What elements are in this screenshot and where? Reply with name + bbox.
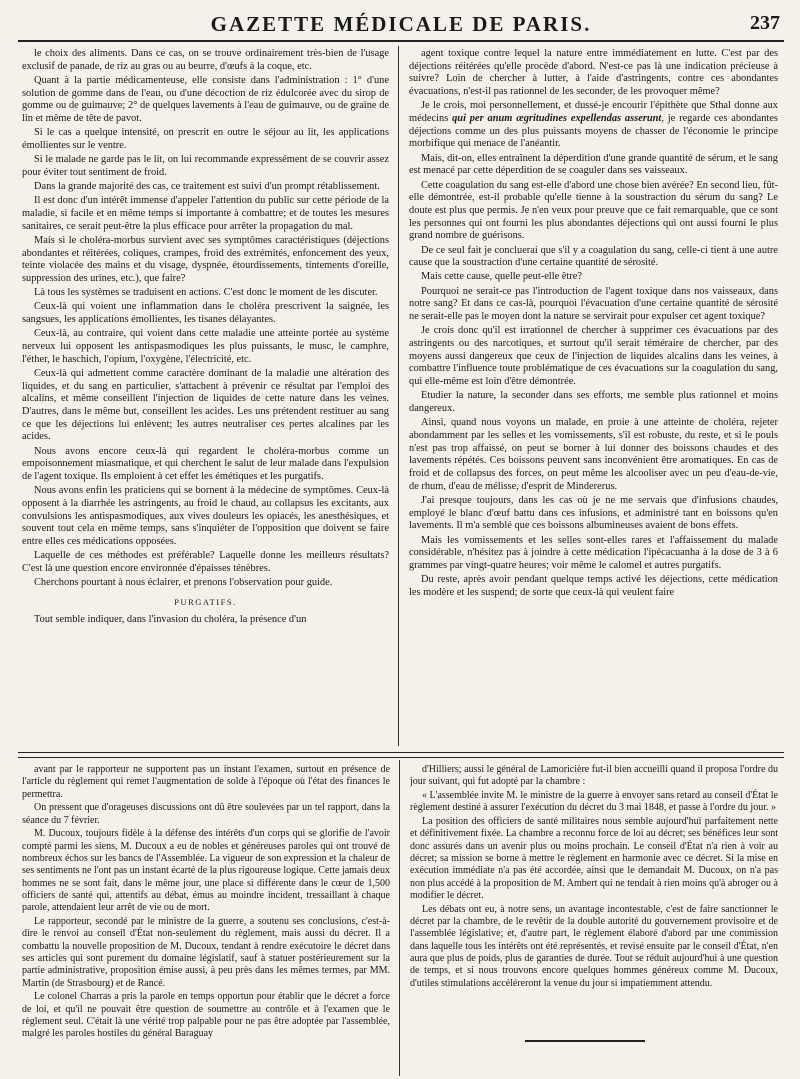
paragraph: Mais cette cause, quelle peut-elle être?: [421, 271, 582, 283]
column-top-left: [22, 48, 389, 744]
quote-paragraph: « L'assemblée invite M. le ministre de la guerre à envoyer sans retard au conseil d'État le règlement destiné à assurer l'exécution du décret du 3 mai 1848, et passe à l'ordre du jour. »: [410, 790, 778, 814]
paragraph: M. Ducoux, toujours fidèle à la défense des intérêts d'un corps qui se glorifie de l'avoir compté parmi les siens, M. Ducoux a eu de nobles et généreuses paroles qui ont trouvé de nombreux échos sur les bancs de l'Assemblée. La vigueur de son expression et la chaleur de ses sentiments ne l'ont pas un instant écarté de la plus rigoureuse logique. Cette jamais deux hommes ne se sont fait, dans le même jour, une place si différente dans le cœur de 1,500 officiers de santé qui, attentifs au débat, émus au moindre incident, tressaillant à chaque parole, attendaient leur arrêt de vie ou de mort.: [22, 828, 390, 914]
paragraph: Tout semble indiquer, dans l'invasion du choléra, la présence d'un: [34, 613, 307, 625]
paragraph: Mais, dit-on, elles entraînent la déperdition d'une grande quantité de sérum, et le sang est menacé par cette déperdition de se coaguler dans ses vaisseaux.: [409, 152, 778, 177]
paragraph: Si le malade ne garde pas le lit, on lui recommande expressément de se couvrir assez pour éviter tout sentiment de froid.: [22, 154, 389, 178]
paragraph: Le colonel Charras a pris la parole en temps opportun pour établir que le décret a force de loi, et qu'il ne pouvait être question de soumettre au contrôle et à l'examen que le règlement seul. C'était là une vérité trop palpable pour ne pas être adoptée par l'assemblée, malgré les paroles hostiles du général Baraguay: [22, 991, 390, 1040]
journal-title: GAZETTE MÉDICALE DE PARIS.: [210, 12, 592, 36]
column-divider: [398, 46, 399, 746]
paragraph: Le rapporteur, secondé par le ministre de la guerre, a soutenu ses conclusions, c'est-à-dire le renvoi au conseil d'État non-seulement du règlement, mais aussi du décret. Il a combattu la nouvelle proposition de M. Ducoux, tendant à rendre exécutoire le décret dans ses articles qui sont purement du domaine législatif, sauf à statuer postérieurement sur la partie administrative, proposition émise aussi, à peu près dans les mêmes termes, par MM. Martin (de Strasbourg) et de Rancé.: [22, 916, 390, 989]
paragraph: Pourquoi ne serait-ce pas l'introduction de l'agent toxique dans nos vaisseaux, dans notre sang? Et dans ce cas-là, pourquoi l'évacuation d'une certaine quantité de sérosité ne serait-elle pas le moyen dont la nature se servirait pour expulser cet agent toxique?: [409, 285, 778, 323]
paragraph: [409, 100, 778, 151]
latin-quote: qui per anum ægritudines expellendas asserunt: [452, 113, 662, 125]
paragraph: Cherchons pourtant à nous éclairer, et prenons l'observation pour guide.: [34, 577, 333, 589]
paragraph: Cette coagulation du sang est-elle d'abord une chose bien avérée? En second lieu, fût-elle démontrée, est-il probable qu'elle tienne à la soustraction du sérum du sang? Le doute est plus que permis. Je n'en veux pour preuve que ce fait remarquable, que ce sont les personnes qui ont fourni les plus abondantes déjections qui ont aussi fourni le plus grand nombre de guérisons.: [409, 179, 778, 242]
paragraph: Si le cas a quelque intensité, on prescrit en outre le séjour au lit, les applications émollientes sur le ventre.: [22, 127, 389, 151]
paragraph: Du reste, après avoir pendant quelque temps activé les déjections, cette médication les modère et les suspend; de sorte que ceux-là qui veulent faire: [409, 574, 778, 598]
paragraph: agent toxique contre lequel la nature entre immédiatement en lutte. C'est par des déjections réitérées qu'elle procède d'abord. N'est-ce pas là une indication précieuse à suivre? Loin de chercher à lutter, à l'aide d'astringents, contre ces abondantes évacuations, n'est-il pas rationnel de les seconder, de les provoquer même?: [409, 48, 778, 98]
paragraph: d'Hilliers; aussi le général de Lamoricière fut-il bien accueilli quand il proposa l'ordre du jour suivant, qui fut adopté par la chambre :: [410, 764, 778, 788]
column-bottom-right: [410, 764, 778, 1029]
text-run: Je le crois, moi personnellement, et dussé-je encourir l'épithète que Sthal donne aux médecins: [409, 100, 778, 125]
paragraph: Quant à la partie médicamenteuse, elle consiste dans l'administration : 1° d'une solution de gomme dans de l'eau, ou d'une décoction de riz édulcorée avec du sirop de gomme ou de guimauve; 2° de quelques lavements à l'eau de guimauve, ou de graine de lin et même de tête de pavot.: [22, 74, 389, 125]
paragraph: Mais si le choléra-morbus survient avec ses symptômes caractéristiques (déjections abondantes et réitérées, coliques, crampes, froid des extrémités, enfoncement des yeux, teinte violacée des mains et du visage, dyspnée, étourdissements, tintements d'oreille, suppression des urines, etc.), que faire?: [22, 234, 389, 284]
paragraph: Là tous les systèmes se traduisent en actions. C'est donc le moment de les discuter.: [34, 287, 378, 299]
paragraph: Nous avons encore ceux-là qui regardent le choléra-morbus comme un empoisonnement miasmatique, et qui cherchent le salut de leur malade dans l'expulsion de l'agent toxique. Ils emploient à cet effet les émétiques et les purgatifs.: [22, 445, 389, 482]
end-rule: [525, 1040, 645, 1042]
column-top-right: [409, 48, 778, 744]
paragraph: Nous avons enfin les praticiens qui se bornent à la médecine de symptômes. Ceux-là opposent à la diarrhée les astringents, au froid le chaud, au collapsus les excitants, aux convulsions les antispasmodiques, aux vives douleurs les opiacés, les anesthésiques, et souvent tout cela en même temps, sans s'inquiéter de l'opposition que doivent se faire entre elles ces médications opposées.: [22, 485, 389, 548]
paragraph: Ceux-là qui voient une inflammation dans le choléra prescrivent la saignée, les sangsues, les applications émollientes, les tisanes délayantes.: [22, 301, 389, 326]
column-bottom-left: [22, 764, 390, 1074]
paragraph: Je crois donc qu'il est irrationnel de chercher à supprimer ces évacuations par des astringents ou des narcotiques, et surtout qu'il serait téméraire de chercher, par des moyens aussi dangereux que ceux de l'injection de liquides alcalins dans les veines, à combattre l'influence toute problématique de ces évacuations sur la coagulation du sang, qui elle-même est loin d'être démontrée.: [409, 325, 778, 388]
paragraph: le choix des aliments. Dans ce cas, on se trouve ordinairement très-bien de l'usage exclusif de panade, de riz au gras ou au beurre, d'œufs à la coque, etc.: [22, 48, 389, 72]
paragraph: Ainsi, quand nous voyons un malade, en proie à une atteinte de choléra, rejeter abondamment par les selles et les vomissements, s'il est robuste, du reste, et si le pouls n'est pas trop affaissé, on peut se borner à lui donner des boissons chaudes et des lavements répétés. Ces boissons peuvent sans inconvénient être aromatiques. En cas de froid et de collapsus des forces, on peut même les alcooliser avec un peu d'eau-de-vie, de rhum, d'eau de mélisse, d'esprit de Mindererus.: [409, 417, 778, 492]
paragraph: De ce seul fait je concluerai que s'il y a coagulation du sang, celle-ci tient à une autre cause que la soustraction d'une certaine quantité de sérosité.: [409, 244, 778, 269]
text-run: , je regarde ces abondantes déjections comme un des plus puissants moyens de chasser de l'économie le principe morbifique qui menace de l'anéantir.: [409, 113, 778, 150]
paragraph: Il est donc d'un intérêt immense d'appeler l'attention du public sur cette période de la maladie, si facile et en même temps si importante à combattre; et de toutes les mesures sanitaires, ce serait peut-être la plus efficace pour arrêter la propagation du mal.: [22, 195, 389, 232]
paragraph: Dans la grande majorité des cas, ce traitement est suivi d'un prompt rétablissement.: [34, 181, 380, 193]
paragraph: La position des officiers de santé militaires nous semble aujourd'hui parfaitement nette et définitivement fixée. La chambre a reconnu force de loi au décret; ses bénéfices leur sont donc assurés dans un avenir plus ou moins prochain. Le conseil d'État n'a rien à voir au décret; sa mission se borne à mettre le règlement en harmonie avec ce décret. Si la mise en exécution immédiate n'a pas été accordée, ainsi que le demandait M. Ducoux, on n'a pas non plus accédé à la proposition de M. Ambert qui ne tendait à rien moins qu'à abroger ou à modifier le décret.: [410, 816, 778, 901]
paragraph: Etudier la nature, la seconder dans ses efforts, me semble plus rationnel et moins dangereux.: [409, 390, 778, 414]
paragraph: J'ai presque toujours, dans les cas où je ne me servais que d'infusions chaudes, employé le blanc d'œuf battu dans ces infusions, et administré tant en boissons qu'en lavements. Il m'a semblé que ces boissons albumineuses avaient de bons effets.: [409, 494, 778, 532]
column-divider: [399, 760, 400, 1076]
paragraph: Mais les vomissements et les selles sont-elles rares et l'affaissement du malade considérable, n'hésitez pas à joindre à cette médication l'ipécacuanha à la dose de 3 à 6 grammes par vingt-quatre heures; voir même le calomel et autres purgatifs.: [409, 534, 778, 571]
section-heading: PURGATIFS.: [174, 596, 237, 607]
page-number: 237: [750, 12, 780, 34]
paragraph: Ceux-là, au contraire, qui voient dans cette maladie une atteinte portée au système nerveux lui opposent les antispasmodiques les plus puissants, le musc, le camphre, l'éther, le haschich, l'opium, l'oxygène, l'électricité, etc.: [22, 328, 389, 365]
page-header: [18, 10, 784, 42]
paragraph: On pressent que d'orageuses discussions ont dû être soulevées par un tel rapport, dans la séance du 7 février.: [22, 802, 390, 826]
section-separator: [18, 752, 784, 758]
paragraph: Les débats ont eu, à notre sens, un avantage incontestable, c'est de faire sanctionner le décret par la chambre, de le revêtir de la double autorité du gouvernement provisoire et de l'assemblée législative; et, d'autre part, le règlement élaboré d'abord par une commission dans laquelle tous les intérêts ont été représentés, et revisé ensuite par le conseil d'État, n'en aura que plus de poids, plus de garanties de durée. Tout se réduit aujourd'hui à une question de temps, et si nous trouvons encore quelques hommes généreux comme M. Ducoux, d'utiles stimulations accéléreront la venue du jour si impatiemment attendu.: [410, 903, 778, 989]
paragraph: Laquelle de ces méthodes est préférable? Laquelle donne les meilleurs résultats? C'est là une question encore environnée d'épaisses ténèbres.: [22, 550, 389, 574]
paragraph: Ceux-là qui admettent comme caractère dominant de la maladie une altération des liquides, et du sang en particulier, s'attachent à prévenir ce résultat par l'emploi des alcalins, et même conseillent l'injection de liquides de cette nature dans les veines. D'autres, dans le même but, conseillent les acides. Les uns prétendent restituer au sang ce que les déjections lui enlèvent; les autres neutraliser ces pertes alcalines par les acides.: [22, 367, 389, 443]
paragraph: avant par le rapporteur ne supportent pas un instant l'examen, surtout en présence de l'article du règlement qui remet l'augmentation de solde à l'époque où l'état des finances le permettra.: [22, 764, 390, 800]
